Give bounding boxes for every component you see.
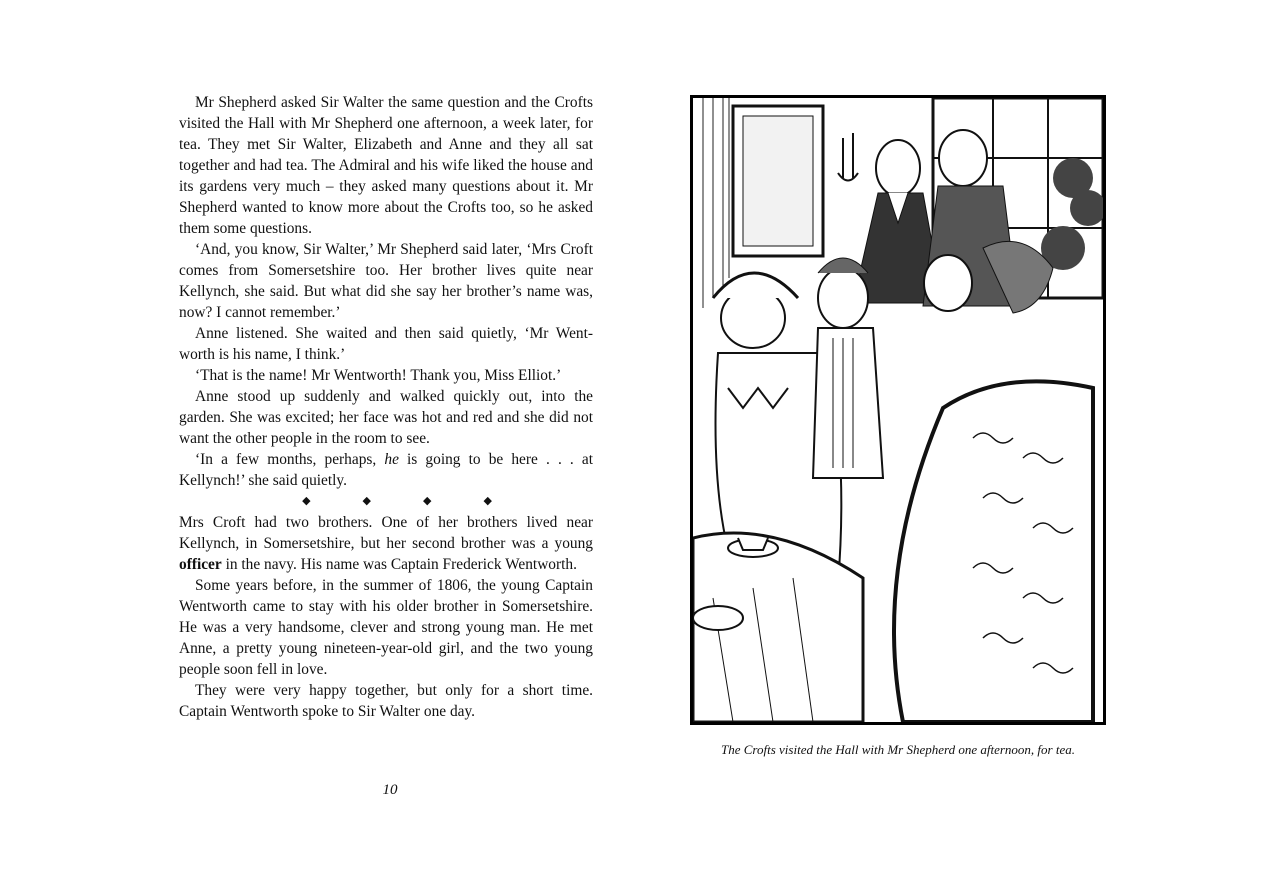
- paragraph-7-start: Mrs Croft had two brothers. One of her brothers lived near Kellynch, in Somersetshire, but her second brother was a young: [179, 514, 593, 552]
- paragraph-8: Some years before, in the summer of 1806, the young Captain Wentworth came to stay with his older brother in Somersetshire. He was a very handsome, clever and strong young man. He met Anne, a pretty young nineteen-year-old girl, and the two young people soon fell in love.: [179, 577, 593, 678]
- diamond-icon: ◆: [302, 495, 311, 507]
- paragraph-5: Anne stood up suddenly and walked quickly out, into the garden. She was excited; her face was hot and red and she did not want the other people in the room to see.: [179, 388, 593, 447]
- diamond-icon: ◆: [362, 495, 371, 507]
- paragraph-6: [179, 449, 593, 491]
- paragraph-2: ‘And, you know, Sir Walter,’ Mr Shepherd said later, ‘Mrs Croft comes from Somersetshire too. Her brother lives quite near Kellynch, she said. But what did she say her brother’s name was, now? I cannot remember.’: [179, 241, 593, 321]
- paragraph-1: Mr Shepherd asked Sir Walter the same question and the Crofts visited the Hall with Mr Shepherd one afternoon, a week later, for tea. They met Sir Walter, Elizabeth and Anne and they all sat together and had tea. The Admiral and his wife liked the house and its gardens very much – they asked many questions about it. Mr Shepherd wanted to know more about the Crofts too, so he asked them some questions.: [179, 94, 593, 237]
- diamond-icon: ◆: [423, 495, 432, 507]
- paragraph-3: Anne listened. She waited and then said quietly, ‘Mr Went-worth is his name, I think.’: [179, 325, 593, 363]
- paragraph-6-end: is going to be here . . . at Kellynch!’ she said quietly.: [179, 451, 593, 489]
- paragraph-4: ‘That is the name! Mr Wentworth! Thank you, Miss Elliot.’: [195, 367, 562, 384]
- diamond-icon: ◆: [483, 495, 492, 507]
- tea-scene-drawing: [693, 98, 1103, 722]
- page-number: 10: [382, 782, 398, 798]
- illustration-caption: The Crofts visited the Hall with Mr Shepherd one afternoon, for tea.: [721, 742, 1075, 757]
- glossary-word-officer: officer: [179, 556, 222, 573]
- paragraph-6-start: ‘In a few months, perhaps,: [195, 451, 385, 468]
- body-text: [179, 92, 593, 722]
- illustration: [690, 95, 1106, 725]
- paragraph-9: They were very happy together, but only for a short time. Captain Wentworth spoke to Sir Walter one day.: [179, 682, 593, 720]
- paragraph-7-end: in the navy. His name was Captain Frederick Wentworth.: [221, 556, 577, 573]
- section-separator: [179, 491, 593, 512]
- paragraph-7: [179, 512, 593, 575]
- emphasis-he: he: [384, 451, 399, 468]
